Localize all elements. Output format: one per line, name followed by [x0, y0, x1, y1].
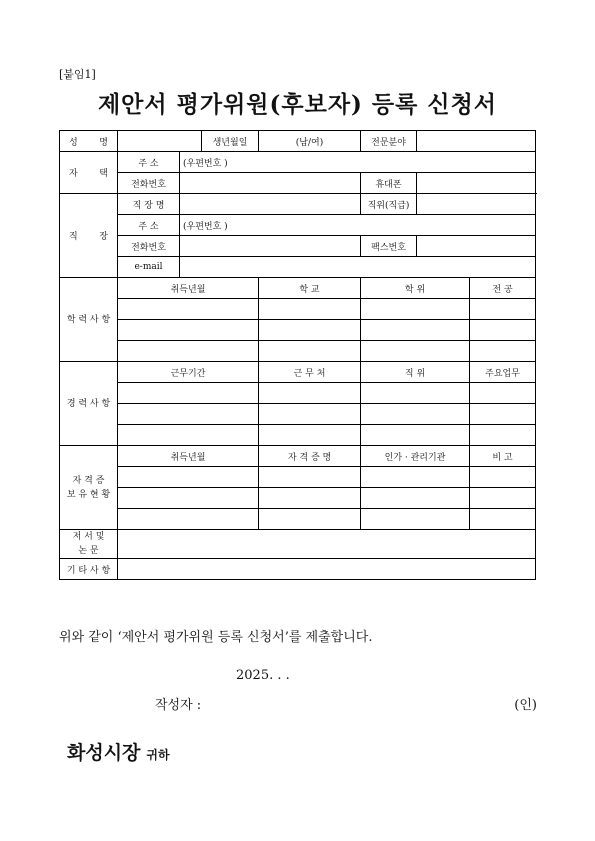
license-row — [60, 509, 536, 530]
fax-label: 팩스번호 — [361, 236, 417, 257]
submission-statement: 위와 같이 ‘제안서 평가위원 등록 신청서’를 제출합니다. — [59, 630, 373, 645]
work-address-field[interactable]: (우편번호 ) — [180, 215, 536, 236]
career-row — [60, 404, 536, 425]
career-row — [60, 383, 536, 404]
education-row — [60, 299, 536, 320]
education-cell[interactable] — [470, 341, 536, 362]
license-row — [60, 488, 536, 509]
career-cell[interactable] — [118, 404, 259, 425]
work-section-label — [60, 194, 118, 278]
education-cell[interactable] — [118, 320, 259, 341]
license-cell[interactable] — [470, 467, 536, 488]
career-header-duties: 주요업무 — [470, 362, 536, 383]
work-phone-label: 전화번호 — [118, 236, 180, 257]
position-label: 직위(직급) — [361, 194, 417, 215]
license-cell[interactable] — [470, 509, 536, 530]
education-cell[interactable] — [361, 299, 470, 320]
application-form — [59, 130, 536, 580]
license-cell[interactable] — [361, 509, 470, 530]
license-cell[interactable] — [470, 488, 536, 509]
recipient — [67, 738, 170, 765]
career-cell[interactable] — [470, 383, 536, 404]
career-cell[interactable] — [259, 404, 361, 425]
home-address-label: 주 소 — [118, 152, 180, 173]
home-phone-field[interactable] — [180, 173, 361, 194]
home-address-field[interactable]: (우편번호 ) — [180, 152, 536, 173]
career-cell[interactable] — [259, 425, 361, 446]
education-section-label: 학 력 사 항 — [60, 278, 118, 362]
specialty-field[interactable] — [417, 131, 536, 152]
mobile-label: 휴대폰 — [361, 173, 417, 194]
company-label: 직 장 명 — [118, 194, 180, 215]
education-cell[interactable] — [470, 299, 536, 320]
birth-label: 생년월일 — [202, 131, 259, 152]
education-cell[interactable] — [259, 299, 361, 320]
license-cell[interactable] — [259, 509, 361, 530]
document-title: 제안서 평가위원(후보자) 등록 신청서 — [97, 91, 498, 118]
work-section-text: 직 장 — [69, 232, 108, 242]
license-cell[interactable] — [118, 488, 259, 509]
license-section-line2: 보 유 현 황 — [66, 489, 111, 500]
career-cell[interactable] — [118, 383, 259, 404]
career-row — [60, 425, 536, 446]
seal-mark: (인) — [514, 698, 537, 713]
education-cell[interactable] — [361, 320, 470, 341]
license-section-line1: 자 격 증 — [72, 475, 105, 486]
license-cell[interactable] — [118, 467, 259, 488]
license-header-date: 취득년월 — [118, 446, 259, 467]
license-cell[interactable] — [361, 467, 470, 488]
birth-gender-field[interactable]: (남/여) — [259, 131, 361, 152]
license-row — [60, 467, 536, 488]
etc-label: 기 타 사 항 — [60, 559, 118, 580]
education-row — [60, 320, 536, 341]
license-cell[interactable] — [361, 488, 470, 509]
education-header-school: 학 교 — [259, 278, 361, 299]
license-cell[interactable] — [118, 509, 259, 530]
education-header-major: 전 공 — [470, 278, 536, 299]
attachment-label: [붙임1] — [59, 68, 96, 81]
education-cell[interactable] — [470, 320, 536, 341]
recipient-name: 화성시장 — [67, 742, 141, 764]
license-section-label — [60, 446, 118, 530]
papers-label-line2: 논 문 — [78, 546, 99, 556]
papers-field[interactable] — [118, 530, 536, 559]
name-label — [60, 131, 118, 152]
license-cell[interactable] — [259, 488, 361, 509]
writer-label: 작성자 : — [155, 698, 202, 713]
license-header-name: 자 격 증 명 — [259, 446, 361, 467]
home-section-text: 자 택 — [69, 169, 108, 179]
recipient-suffix: 귀하 — [146, 748, 170, 762]
home-section-label — [60, 152, 118, 194]
education-cell[interactable] — [118, 341, 259, 362]
submission-date: 2025. . . — [236, 668, 290, 683]
career-cell[interactable] — [361, 404, 470, 425]
education-row — [60, 341, 536, 362]
education-header-date: 취득년월 — [118, 278, 259, 299]
home-phone-label: 전화번호 — [118, 173, 180, 194]
career-cell[interactable] — [470, 425, 536, 446]
fax-field[interactable] — [417, 236, 536, 257]
name-label-text: 성 명 — [69, 137, 108, 148]
education-cell[interactable] — [361, 341, 470, 362]
mobile-field[interactable] — [417, 173, 536, 194]
papers-section-label — [60, 530, 118, 559]
etc-field[interactable] — [118, 559, 536, 580]
career-cell[interactable] — [118, 425, 259, 446]
position-field[interactable] — [417, 194, 536, 215]
education-cell[interactable] — [259, 320, 361, 341]
email-field[interactable] — [180, 257, 536, 278]
license-header-notes: 비 고 — [470, 446, 536, 467]
education-header-degree: 학 위 — [361, 278, 470, 299]
career-header-position: 직 위 — [361, 362, 470, 383]
career-cell[interactable] — [361, 383, 470, 404]
career-cell[interactable] — [259, 383, 361, 404]
career-header-period: 근무기간 — [118, 362, 259, 383]
education-cell[interactable] — [259, 341, 361, 362]
email-label: e-mail — [118, 257, 180, 278]
work-address-label: 주 소 — [118, 215, 180, 236]
education-cell[interactable] — [118, 299, 259, 320]
career-cell[interactable] — [470, 404, 536, 425]
work-phone-field[interactable] — [180, 236, 361, 257]
license-cell[interactable] — [259, 467, 361, 488]
career-header-workplace: 근 무 처 — [259, 362, 361, 383]
name-field[interactable] — [118, 131, 202, 152]
company-field[interactable] — [180, 194, 361, 215]
specialty-label: 전문분야 — [361, 131, 417, 152]
career-section-label: 경 력 사 항 — [60, 362, 118, 446]
papers-label-line1: 저 서 및 — [72, 532, 105, 542]
license-header-authority: 인가 · 관리기관 — [361, 446, 470, 467]
career-cell[interactable] — [361, 425, 470, 446]
